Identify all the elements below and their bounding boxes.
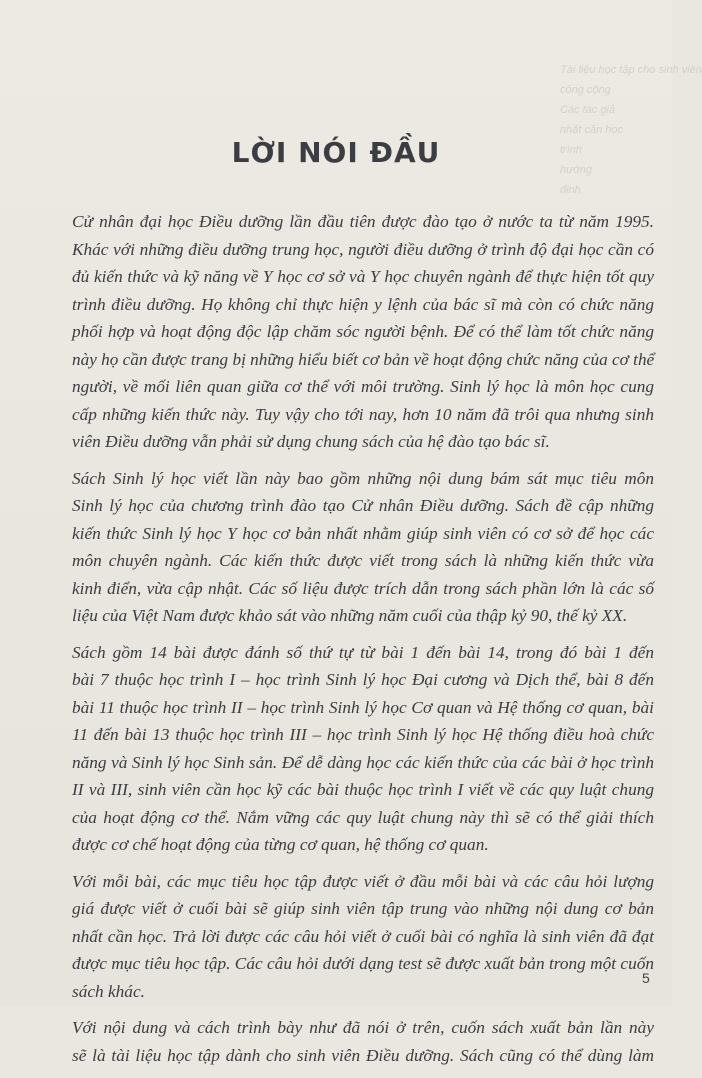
bleed-through-line: trình	[560, 144, 583, 156]
text-line: của hoạt động cơ thể. Nắm vững các quy luật chung này thì sẽ có thể giải thích	[72, 807, 654, 827]
text-line: phối hợp và hoạt động độc lập chăm sóc người bệnh. Để có thể làm tốt chức năng	[72, 322, 654, 341]
paragraph	[72, 1014, 654, 1069]
text-line: người, về mối liên quan giữa cơ thể với môi trường. Sinh lý học là môn học cung	[72, 377, 654, 396]
text-line: trình điều dưỡng. Họ không chỉ thực hiện y lệnh của bác sĩ mà còn có chức năng	[72, 294, 654, 314]
text-line: được mục tiêu học tập. Các câu hỏi dưới dạng test sẽ được xuất bản trong một cuốn	[72, 954, 654, 973]
text-line: giá được viết ở cuối bài sẽ giúp sinh viên tập trung vào những nội dung cơ bản	[72, 899, 654, 918]
text-line: bài 7 thuộc học trình I – học trình Sinh lý học Đại cương và Dịch thể, bài 8 đến	[72, 670, 654, 689]
bleed-through-line: hướng	[560, 164, 592, 176]
text-line: Với nội dung và cách trình bày như đã nói ở trên, cuốn sách xuất bản lần này	[72, 1018, 654, 1037]
text-line: bài 11 thuộc học trình II – học trình Sinh lý học Cơ quan và Hệ thống cơ quan, bài	[72, 697, 654, 717]
text-line: kinh điển, vừa cập nhật. Các số liệu được trích dẫn trong sách phần lớn là các số	[72, 578, 654, 598]
text-line: Sách Sinh lý học viết lần này bao gồm những nội dung bám sát mục tiêu môn	[72, 468, 654, 488]
text-line: sẽ là tài liệu học tập dành cho sinh viên Điều dưỡng. Sách cũng có thể dùng làm	[72, 1045, 654, 1065]
page-number: 5	[642, 970, 650, 986]
text-line: năng và Sinh lý học Sinh sản. Để dễ dàng học các kiến thức của các bài ở học trình	[72, 752, 654, 772]
text-line: nhất cần học. Trả lời được các câu hỏi viết ở cuối bài có nghĩa là sinh viên đã đạt	[72, 926, 654, 946]
bleed-through-line: công cộng	[560, 84, 611, 96]
text-line: 11 đến bài 13 thuộc học trình III – học trình Sinh lý học Hệ thống điều hoà chức	[72, 725, 654, 744]
text-line: môn chuyên ngành. Các kiến thức được viết trong sách là những kiến thức vừa	[72, 551, 654, 570]
bleed-through-line: định	[560, 184, 581, 196]
text-line: II và III, sinh viên cần học kỹ các bài thuộc học trình I viết về các quy luật chung	[72, 780, 654, 799]
paragraph	[72, 639, 654, 859]
paragraph	[72, 465, 654, 630]
paragraph	[72, 868, 654, 1006]
text-line: đủ kiến thức và kỹ năng về Y học cơ sở và Y học chuyên ngành để thực hiện tốt quy	[72, 267, 654, 286]
text-line: sách khác.	[72, 981, 145, 1001]
text-line: Cử nhân đại học Điều dưỡng lần đầu tiên được đào tạo ở nước ta từ năm 1995.	[72, 212, 654, 231]
bleed-through-line: nhất cần học	[560, 124, 623, 136]
text-line: cấp những kiến thức này. Tuy vậy cho tới nay, hơn 10 năm đã trôi qua nhưng sinh	[72, 404, 654, 424]
text-line: kiến thức Sinh lý học Y học cơ bản nhất nhằm giúp sinh viên có cơ sở để học các	[72, 523, 654, 543]
bleed-through-line: Tài liệu học tập cho sinh viên	[560, 64, 702, 76]
text-line: Với mỗi bài, các mục tiêu học tập được viết ở đầu mỗi bài và các câu hỏi lượng	[72, 871, 654, 891]
preface-body	[72, 208, 654, 1078]
text-line: này họ cần được trang bị những hiểu biết cơ bản về hoạt động chức năng của cơ thể	[72, 349, 655, 369]
text-line: Sách gồm 14 bài được đánh số thứ tự từ bài 1 đến bài 14, trong đó bài 1 đến	[72, 642, 654, 662]
page-title: LỜI NÓI ĐẦU	[231, 136, 441, 169]
text-line: Sinh lý học của chương trình đào tạo Cử nhân Điều dưỡng. Sách đề cập những	[72, 496, 654, 515]
text-line: viên Điều dưỡng vẫn phải sử dụng chung sách của hệ đào tạo bác sĩ.	[72, 432, 550, 451]
text-line: Khác với những điều dưỡng trung học, người điều dưỡng ở trình độ đại học cần có	[72, 239, 654, 259]
text-line: liệu của Việt Nam được khảo sát vào những năm cuối của thập kỷ 90, thế kỷ XX.	[72, 606, 628, 625]
paragraph	[72, 208, 654, 456]
bleed-through-line: Các tác giả	[560, 104, 616, 116]
text-line: được cơ chế hoạt động của từng cơ quan, hệ thống cơ quan.	[72, 835, 489, 854]
